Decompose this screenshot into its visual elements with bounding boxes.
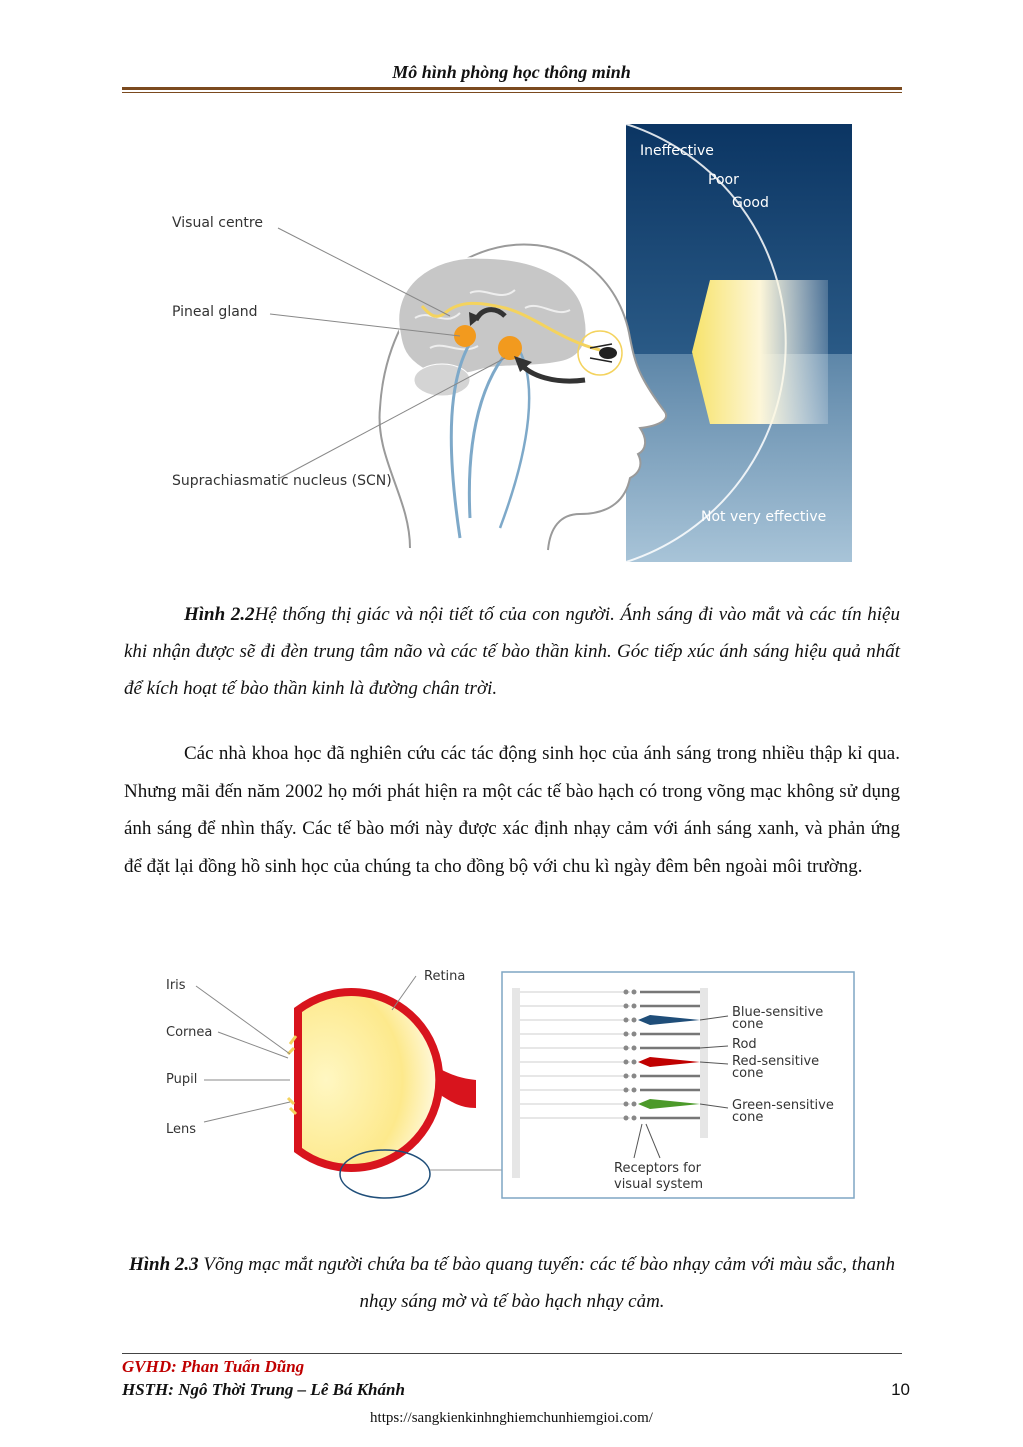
light-beam <box>692 280 828 424</box>
label-red-cone-2: cone <box>732 1066 764 1081</box>
label-red-cone: Red-sensitive <box>732 1054 820 1069</box>
figure-eye-retina-diagram <box>160 962 860 1202</box>
label-blue-cone-2: cone <box>732 1017 764 1032</box>
label-receptors-2: visual system <box>614 1177 704 1192</box>
eyeball <box>298 992 439 1168</box>
footer-advisor: GVHD: Phan Tuấn Dũng <box>122 1357 305 1376</box>
label-not-very-effective: Not very effective <box>701 509 827 525</box>
optic-nerve <box>442 1070 476 1108</box>
label-visual-centre: Visual centre <box>172 215 263 231</box>
label-green-cone-2: cone <box>732 1110 764 1125</box>
page-number: 10 <box>891 1380 910 1399</box>
label-poor: Poor <box>708 172 739 188</box>
page-header-title: Mô hình phòng học thông minh <box>392 62 631 82</box>
label-lens: Lens <box>166 1122 197 1137</box>
header-rule <box>122 87 902 90</box>
label-cornea: Cornea <box>166 1025 213 1040</box>
label-blue-cone: Blue-sensitive <box>732 1005 824 1020</box>
eye <box>599 347 617 359</box>
caption-label: Hình 2.2 <box>184 604 255 625</box>
label-green-cone: Green-sensitive <box>732 1098 834 1113</box>
label-rod: Rod <box>732 1037 757 1052</box>
figure-brain-light-diagram <box>160 118 860 568</box>
label-retina: Retina <box>424 969 466 984</box>
label-pupil: Pupil <box>166 1072 198 1087</box>
label-scn: Suprachiasmatic nucleus (SCN) <box>172 473 392 489</box>
header-rule-thin <box>122 92 902 93</box>
label-receptors: Receptors for <box>614 1161 702 1176</box>
footer-url[interactable]: https://sangkienkinhnghiemchunhiemgioi.com/ <box>370 1410 653 1426</box>
figure-caption-2-3 <box>124 1246 900 1320</box>
label-iris: Iris <box>166 978 186 993</box>
footer-rule <box>122 1353 902 1354</box>
body-paragraph: Các nhà khoa học đã nghiên cứu các tác động sinh học của ánh sáng trong nhiều thập kỉ qua. Nhưng mãi đến năm 2002 họ mới phát hiện ra một các tế bào hạch có trong võng mạc không sử dụng ánh sáng để nhìn thấy. Các tế bào mới này được xác định nhạy cảm với ánh sáng xanh, và phản ứng để đặt lại đồng hồ sinh học của chúng ta cho đồng bộ với chu kì ngày đêm bên ngoài môi trường. <box>124 743 900 877</box>
label-pineal-gland: Pineal gland <box>172 304 258 320</box>
caption-text: Võng mạc mắt người chứa ba tế bào quang tuyến: các tế bào nhạy cảm với màu sắc, thanh nhạy sáng mờ và tế bào hạch nhạy cảm. <box>203 1254 896 1312</box>
figure-caption-2-2 <box>124 596 900 707</box>
scn-dot <box>498 336 522 360</box>
label-ineffective: Ineffective <box>640 143 714 159</box>
label-good: Good <box>732 195 769 211</box>
caption-label: Hình 2.3 <box>128 1254 199 1275</box>
caption-text: Hệ thống thị giác và nội tiết tố của con người. Ánh sáng đi vào mắt và các tín hiệu khi nhận được sẽ đi đèn trung tâm não và các tế bào thần kinh. Góc tiếp xúc ánh sáng hiệu quả nhất để kích hoạt tế bào thần kinh là đường chân trời. <box>124 604 900 699</box>
footer-students: HSTH: Ngô Thời Trung – Lê Bá Khánh <box>122 1380 405 1399</box>
